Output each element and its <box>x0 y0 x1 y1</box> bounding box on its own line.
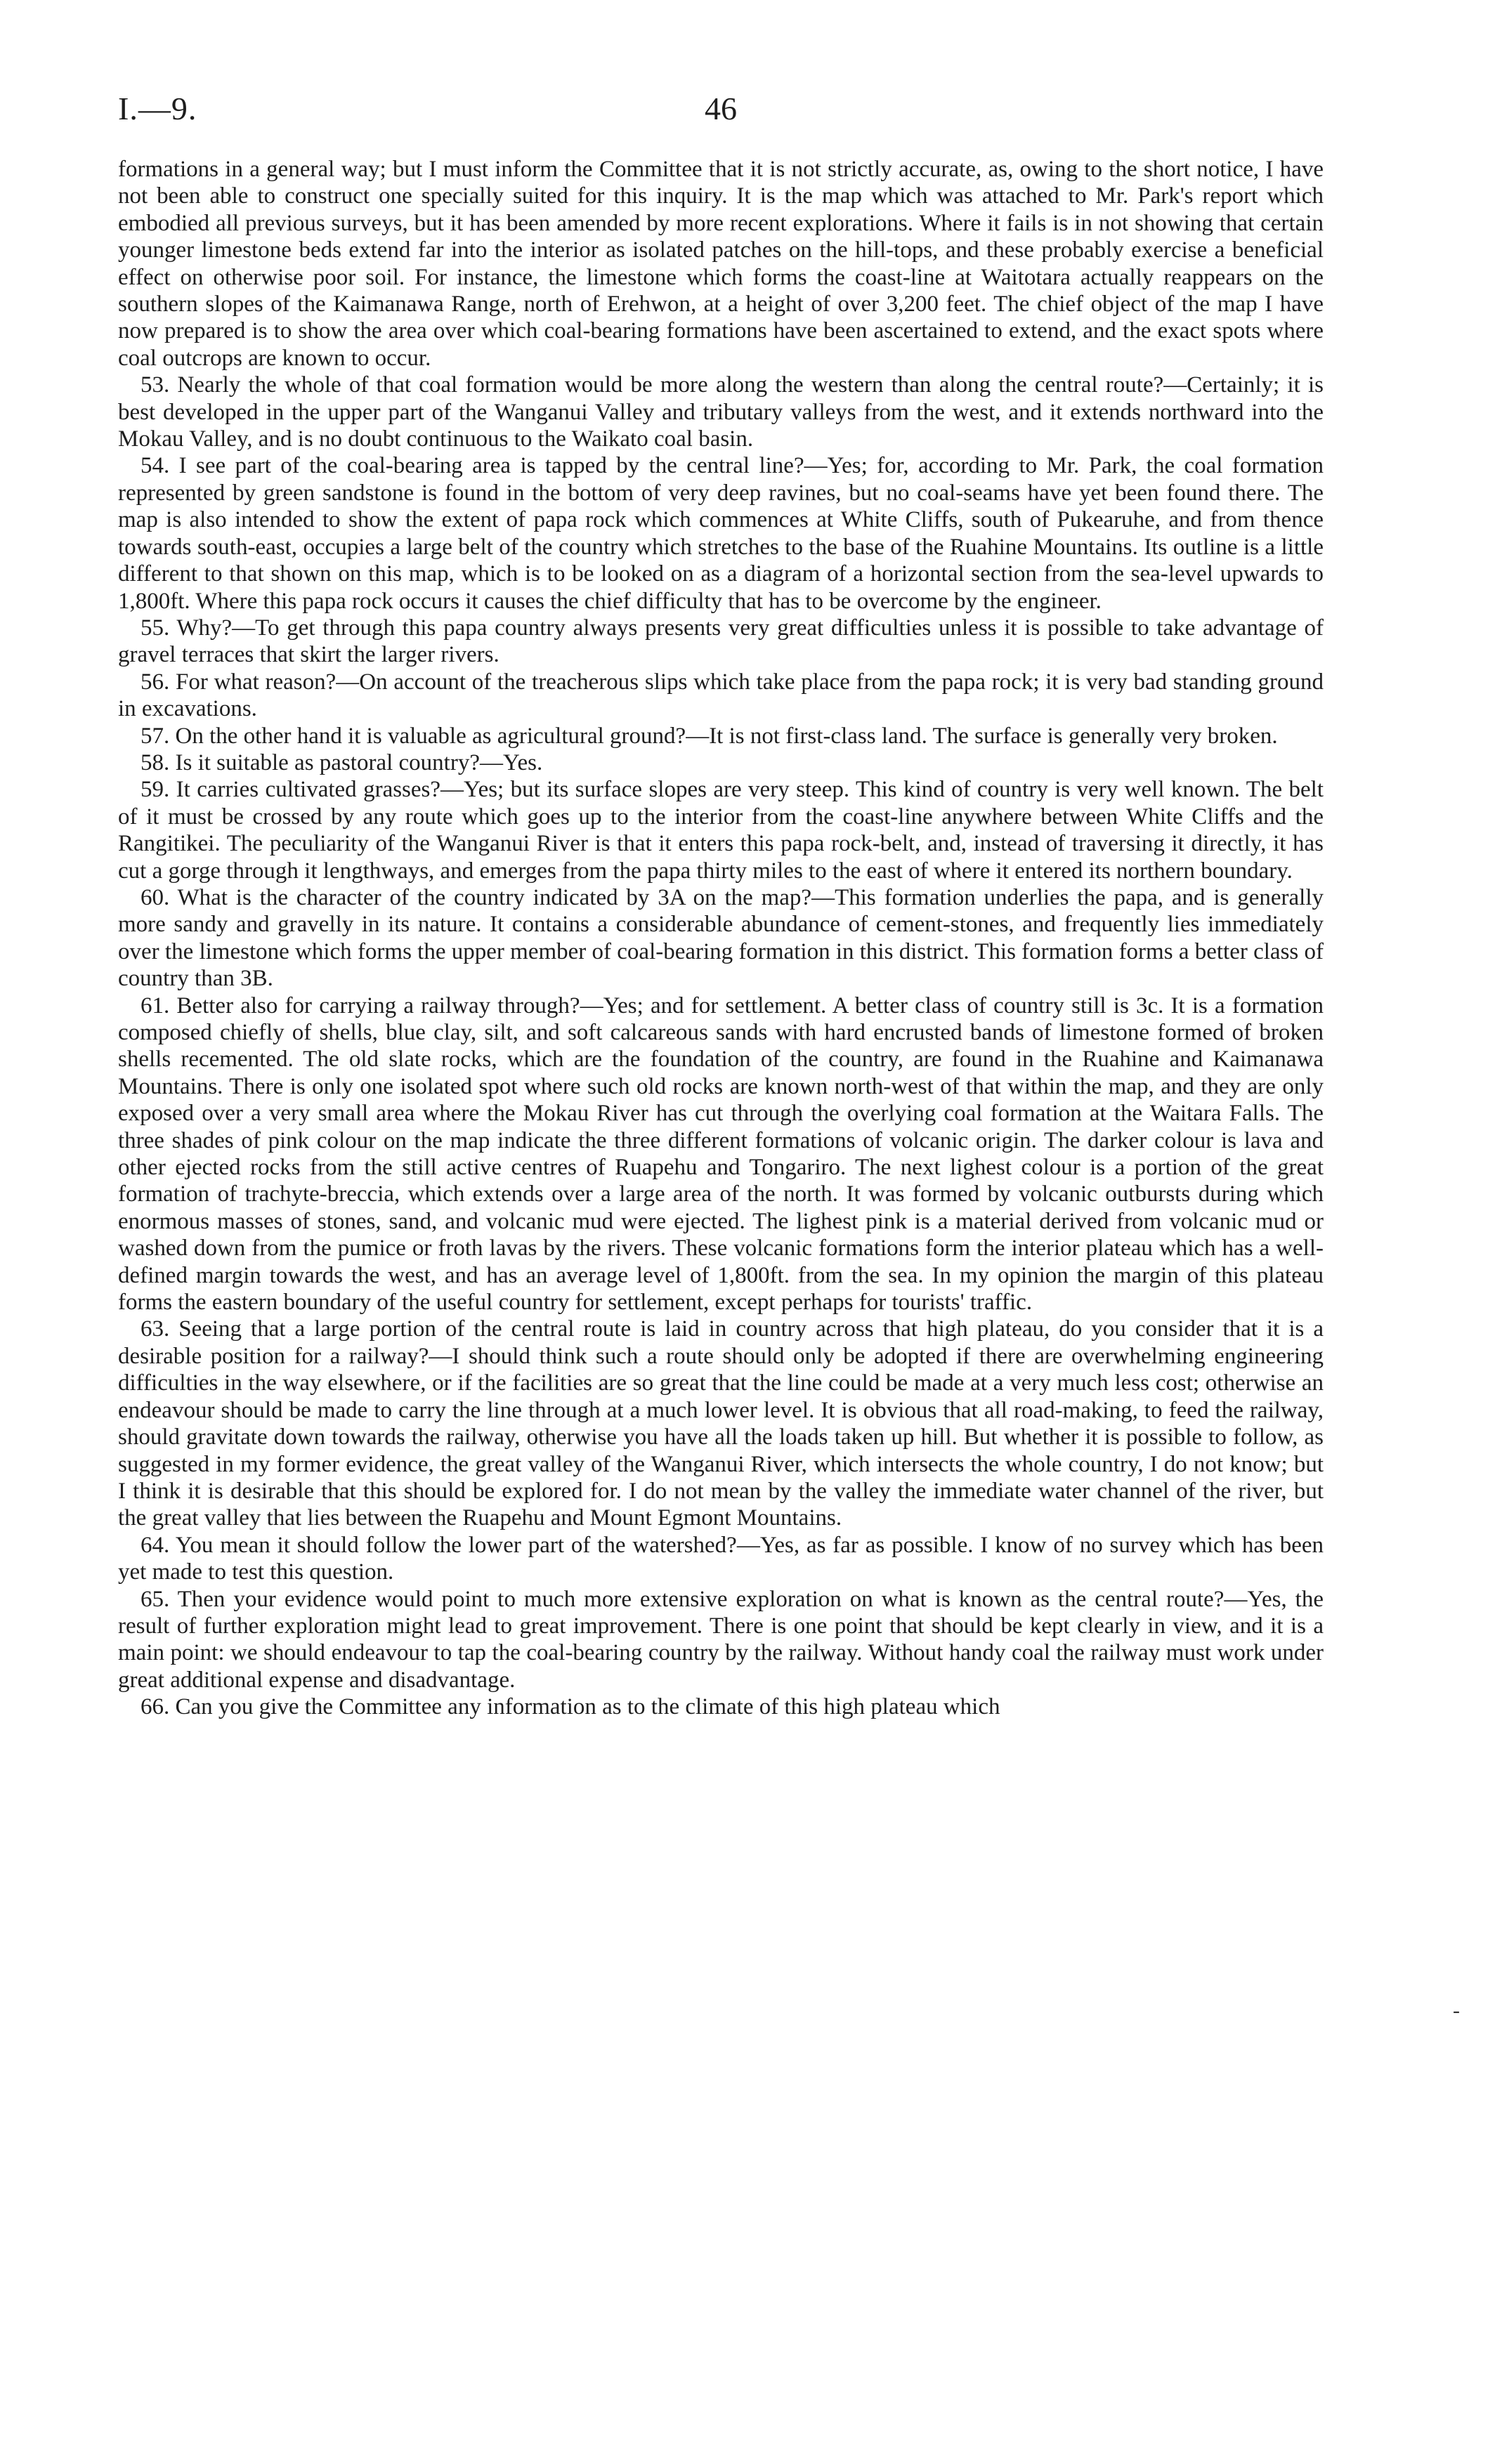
paragraph-56: 56. For what reason?—On account of the treacherous slips which take place from the papa rock; it is very bad standing ground in excavations. <box>118 669 1324 722</box>
paragraph-57: 57. On the other hand it is valuable as agricultural ground?—It is not first-class land. The surface is generally very broken. <box>141 723 1278 749</box>
paragraph-53: 53. Nearly the whole of that coal formation would be more along the western than along the central route?—Certainly; it is best developed in the upper part of the Wanganui Valley and tributary valleys from the west, and it extends northward into the Mokau Valley, and is no doubt continuous to the Waikato coal basin. <box>118 372 1324 452</box>
paragraph-59: 59. It carries cultivated grasses?—Yes; but its surface slopes are very steep. This kind of country is very well known. The belt of it must be crossed by any route which goes up to the interior from the coast-line anywhere between White Cliffs and the Rangitikei. The peculiarity of the Wanganui River is that it enters this papa rock-belt, and, instead of traversing it directly, it has cut a gorge through it lengthways, and emerges from the papa thirty miles to the east of where it entered its northern boundary. <box>118 777 1324 884</box>
paragraph-60: 60. What is the character of the country indicated by 3A on the map?—This formation underlies the papa, and is generally more sandy and gravelly in its nature. It contains a considerable abundance of cement-stones, and frequently lies immediately over the limestone which forms the upper member of coal-bearing formation in this district. This formation forms a better class of country than 3B. <box>118 884 1324 992</box>
page-header <box>118 90 1324 132</box>
document-body <box>118 156 1324 1721</box>
paragraph-63: 63. Seeing that a large portion of the central route is laid in country across that high plateau, do you consider that it is a desirable position for a railway?—I should think such a route should only be adopted if there are overwhelming engineering difficulties in the way elsewhere, or if the facilities are so great that the line could be made at a very much less cost; otherwise an endeavour should be made to carry the line through at a much lower level. It is obvious that all road-making, to feed the railway, should gravitate down towards the railway, otherwise you have all the loads taken up hill. But whether it is possible to follow, as suggested in my former evidence, the great valley of the Wanganui River, which intersects the whole country, I do not know; but I think it is desirable that this should be explored for. I do not mean by the valley the immediate water channel of the river, but the great valley that lies between the Ruapehu and Mount Egmont Mountains. <box>118 1316 1324 1531</box>
paragraph-continuation: formations in a general way; but I must inform the Committee that it is not strictly accurate, as, owing to the short notice, I have not been able to construct one specially suited for this inquiry. It is the map which was attached to Mr. Park's report which embodied all previous surveys, but it has been amended by more recent explorations. Where it fails is in not showing that certain younger limestone beds extend far into the interior as isolated patches on the hill-tops, and these probably exercise a beneficial effect on otherwise poor soil. For instance, the limestone which forms the coast-line at Waitotara actually reappears on the southern slopes of the Kaimanawa Range, north of Erehwon, at a height of over 3,200 feet. The chief object of the map I have now prepared is to show the area over which coal-bearing formations have been ascertained to extend, and the exact spots where coal outcrops are known to occur. <box>118 157 1324 371</box>
paragraph-54: 54. I see part of the coal-bearing area is tapped by the central line?—Yes; for, according to Mr. Park, the coal formation represented by green sandstone is found in the bottom of very deep ravines, but no coal-seams have yet been found there. The map is also intended to show the extent of papa rock which commences at White Cliffs, south of Pukearuhe, and from thence towards south-east, occupies a large belt of the country which stretches to the base of the Ruahine Mountains. Its outline is a little different to that shown on this map, which is to be looked on as a diagram of a horizontal section from the sea-level upwards to 1,800ft. Where this papa rock occurs it causes the chief difficulty that has to be overcome by the engineer. <box>118 453 1324 614</box>
paragraph-55: 55. Why?—To get through this papa country always presents very great difficulties unless it is possible to take advantage of gravel terraces that skirt the larger rivers. <box>118 615 1324 668</box>
page-number: 46 <box>705 91 737 126</box>
paragraph-61: 61. Better also for carrying a railway through?—Yes; and for settlement. A better class of country still is 3c. It is a formation composed chiefly of shells, blue clay, silt, and soft calcareous sands with hard encrusted bands of limestone formed of broken shells recemented. The old slate rocks, which are the foundation of the country, are found in the Ruahine and Kaimanawa Mountains. There is only one isolated spot where such old rocks are known north-west of that within the map, and they are only exposed over a very small area where the Mokau River has cut through the overlying coal formation at the Waitara Falls. The three shades of pink colour on the map indicate the three different formations of volcanic origin. The darker colour is lava and other ejected rocks from the still active centres of Ruapehu and Tongariro. The next lighest colour is a portion of the great formation of trachyte-breccia, which extends over a large area of the north. It was formed by volcanic outbursts during which enormous masses of stones, sand, and volcanic mud were ejected. The lighest pink is a material derived from volcanic mud or washed down from the pumice or froth lavas by the rivers. These volcanic formations form the interior plateau which has a well-defined margin towards the west, and has an average level of 1,800ft. from the sea. In my opinion the margin of this plateau forms the eastern boundary of the useful country for settlement, except perhaps for tourists' traffic. <box>118 992 1324 1316</box>
paragraph-65: 65. Then your evidence would point to much more extensive exploration on what is known as the central route?—Yes, the result of further exploration might lead to great improvement. There is one point that should be kept clearly in view, and it is a main point: we should endeavour to tap the coal-bearing country by the railway. Without handy coal the railway must work under great additional expense and disadvantage. <box>118 1586 1324 1693</box>
paragraph-66: 66. Can you give the Committee any information as to the climate of this high plateau which <box>141 1694 1000 1720</box>
document-reference: I.—9. <box>118 91 197 126</box>
margin-mark: ‐ <box>1453 1999 1460 2022</box>
paragraph-64: 64. You mean it should follow the lower part of the watershed?—Yes, as far as possible. I know of no survey which has been yet made to test this question. <box>118 1532 1324 1585</box>
paragraph-58: 58. Is it suitable as pastoral country?—Yes. <box>141 749 543 775</box>
